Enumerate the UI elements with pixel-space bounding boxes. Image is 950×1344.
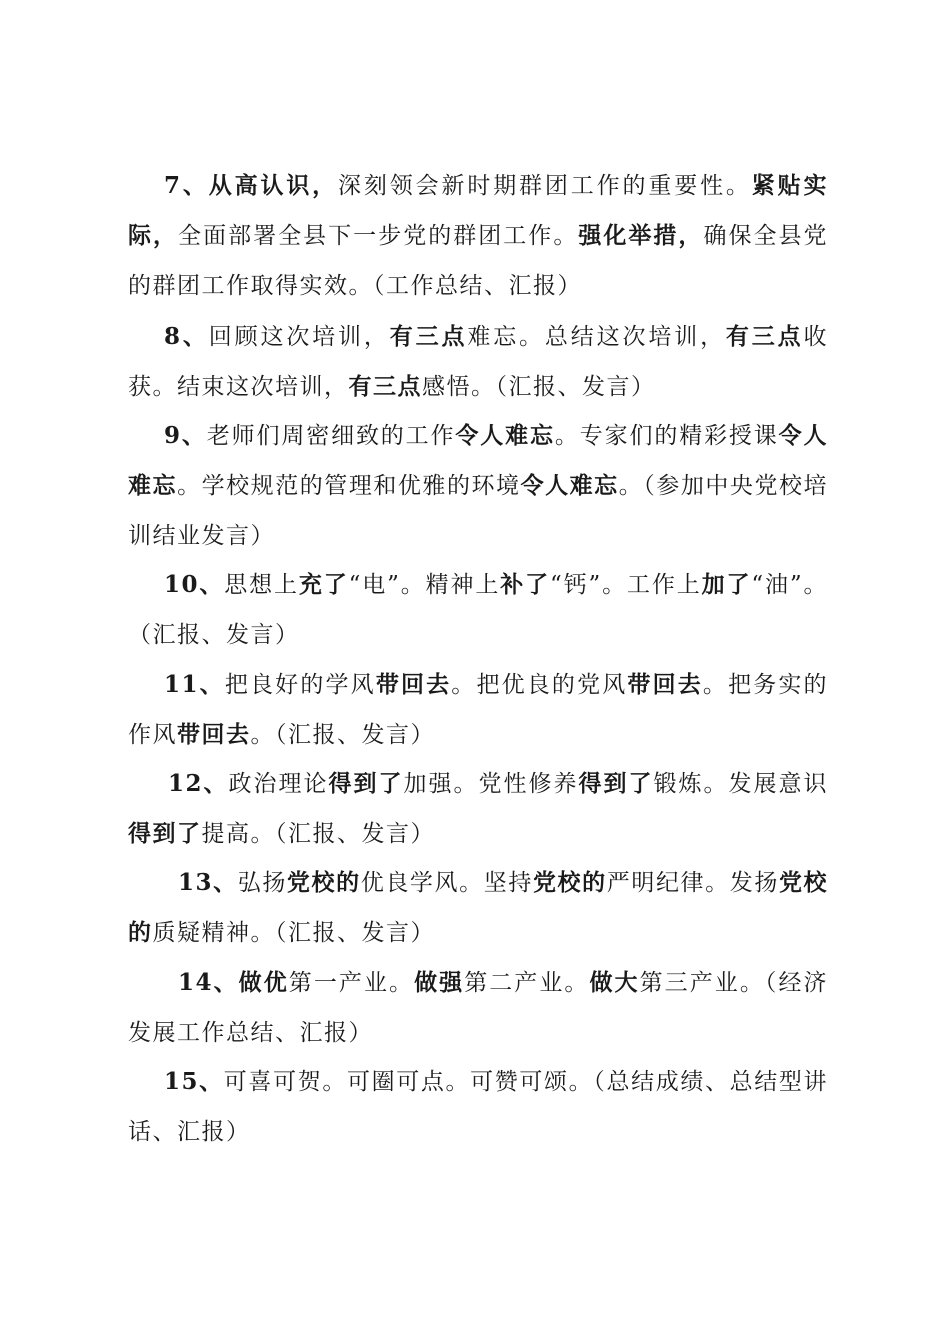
bold-phrase: 党校的: [532, 869, 607, 896]
text-run: 优良学风。坚持: [360, 870, 533, 896]
text-run: 感悟。（汇报、发言）: [422, 374, 656, 400]
bold-phrase: 党校的: [286, 869, 361, 896]
text-run: 质疑精神。（汇报、发言）: [152, 920, 435, 946]
text-run: 严明纪律。发扬: [606, 870, 779, 896]
bold-phrase: 紧贴实际，: [128, 172, 828, 249]
item-number: 11: [164, 671, 200, 698]
bold-phrase: 、: [181, 172, 209, 199]
list-item-13: [128, 858, 828, 958]
text-run: 政治理论: [228, 771, 329, 797]
text-run: 确保全县党的群团工作取得实效。（工作总结、汇报）: [128, 223, 829, 299]
bold-phrase: 、: [181, 422, 207, 449]
text-run: 第三产业。（经济发展工作总结、汇报）: [128, 970, 829, 1046]
bold-phrase: 、: [181, 323, 209, 350]
text-run: “钙”。工作上: [550, 572, 702, 598]
text-run: 把良好的学风: [224, 672, 376, 698]
text-run: 加强。党性修养: [403, 771, 579, 797]
text-run: 深刻领会新时期群团工作的重要性。: [338, 173, 752, 199]
text-run: 提高。（汇报、发言）: [201, 821, 435, 847]
list-item-8: [128, 312, 828, 412]
item-number: 8: [164, 323, 182, 350]
text-run: 收获。结束这次培训，: [128, 324, 828, 400]
text-run: 老师们周密细致的工作: [206, 423, 456, 449]
bold-phrase: 做优: [238, 969, 289, 996]
text-run: 。把优良的党风: [451, 672, 628, 698]
bold-phrase: 、: [213, 969, 239, 996]
bold-phrase: 令人难忘: [128, 422, 829, 499]
text-run: 锻炼。发展意识: [653, 771, 829, 797]
bold-phrase: 加了: [701, 571, 752, 598]
bold-phrase: 党校的: [128, 869, 829, 946]
list-item-9: [128, 411, 828, 561]
text-run: 。（参加中央党校培训结业发言）: [128, 473, 829, 549]
bold-phrase: 、: [199, 571, 225, 598]
bold-phrase: 有三点: [725, 323, 804, 350]
bold-phrase: 带回去: [375, 671, 452, 698]
item-number: 9: [164, 422, 182, 449]
text-run: 难忘。总结这次培训，: [467, 324, 726, 350]
bold-phrase: 有三点: [389, 323, 468, 350]
text-run: “油”。（汇报、发言）: [128, 572, 829, 648]
bold-phrase: 有三点: [348, 373, 422, 400]
item-number: 7: [164, 172, 182, 199]
bold-phrase: 带回去: [627, 671, 703, 698]
bold-phrase: 带回去: [177, 721, 251, 748]
text-run: 全面部署全县下一步党的群团工作。: [178, 223, 579, 249]
item-number: 13: [178, 869, 214, 896]
text-run: 。专家们的精彩授课: [554, 423, 779, 449]
text-run: 第二产业。: [464, 970, 590, 996]
bold-phrase: 令人难忘: [455, 422, 555, 449]
text-run: 。学校规范的管理和优雅的环境: [177, 473, 521, 499]
bold-phrase: 得到了: [128, 820, 202, 847]
bold-phrase: 得到了: [578, 770, 654, 797]
text-run: 。（汇报、发言）: [250, 722, 435, 748]
bold-phrase: 得到了: [328, 770, 404, 797]
text-run: 可喜可贺。可圈可点。可赞可颂。（总结成绩、总结型讲话、汇报）: [128, 1069, 829, 1145]
item-number: 10: [164, 571, 200, 598]
item-number: 12: [168, 770, 204, 797]
text-run: 思想上: [224, 572, 299, 598]
text-run: 弘扬: [237, 870, 287, 896]
list-item-10: [128, 560, 828, 660]
bold-phrase: 做强: [414, 969, 465, 996]
item-number: 15: [164, 1068, 200, 1095]
bold-phrase: 充了: [298, 571, 349, 598]
item-number: 14: [178, 969, 214, 996]
text-run: 回顾这次培训，: [208, 324, 390, 350]
list-item-12: [128, 759, 828, 859]
bold-phrase: 、: [199, 1068, 224, 1095]
list-item-7: [128, 161, 828, 311]
list-item-14: [128, 958, 828, 1058]
bold-phrase: 、: [203, 770, 229, 797]
bold-phrase: 从高认识，: [208, 172, 339, 199]
text-run: 第一产业。: [288, 970, 415, 996]
bold-phrase: 、: [199, 671, 225, 698]
text-run: 。把务实的作风: [128, 672, 829, 748]
bold-phrase: 强化举措，: [578, 222, 704, 249]
list-item-15: [128, 1057, 828, 1157]
bold-phrase: 做大: [589, 969, 640, 996]
bold-phrase: 补了: [500, 571, 551, 598]
text-run: “电”。精神上: [348, 572, 501, 598]
bold-phrase: 令人难忘: [520, 472, 619, 499]
bold-phrase: 、: [213, 869, 238, 896]
list-item-11: [128, 660, 828, 760]
